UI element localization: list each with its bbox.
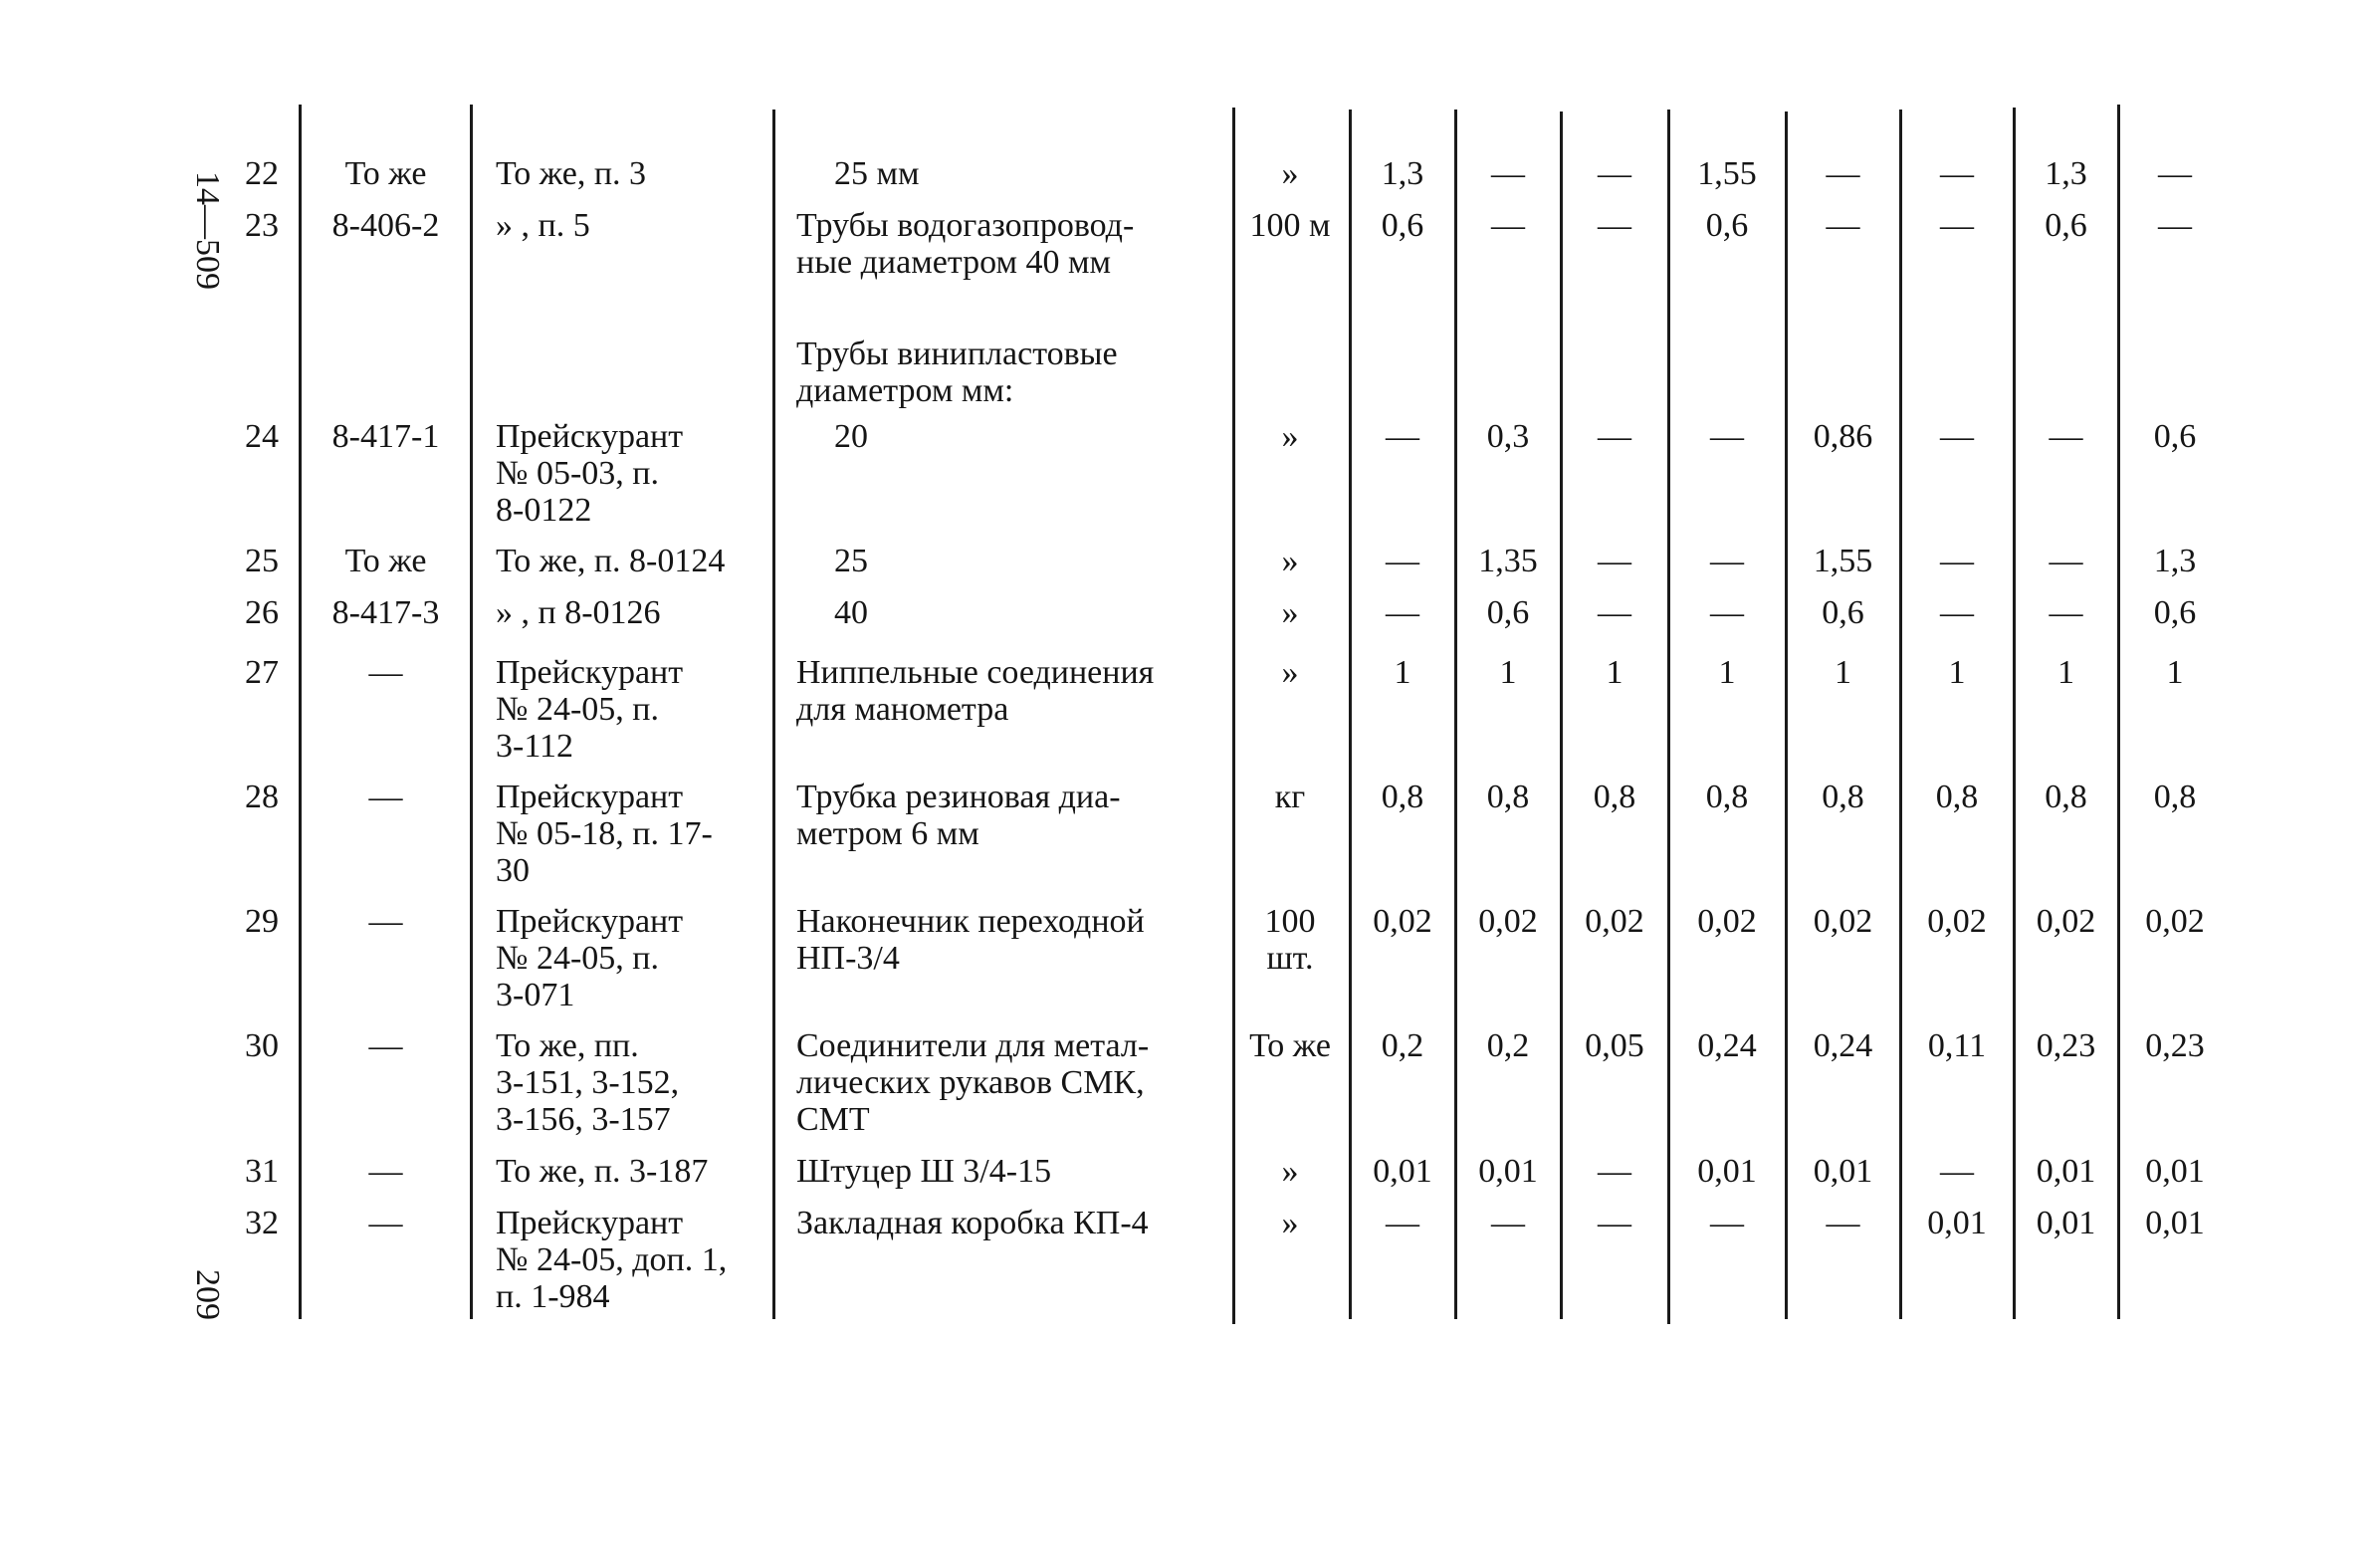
source-reference-line: № 05-03, п. — [496, 455, 659, 492]
unit: » — [1281, 594, 1299, 631]
catalog-code: — — [368, 1205, 403, 1241]
source-reference-line: » , п 8-0126 — [496, 594, 661, 631]
catalog-code: 8-417-3 — [331, 594, 440, 631]
quantity-value: 0,8 — [2153, 779, 2197, 815]
quantity-value: 0,02 — [1813, 903, 1873, 940]
quantity-value: — — [1710, 418, 1744, 455]
source-reference-line: Прейскурант — [496, 1205, 684, 1241]
row-number: 22 — [245, 155, 279, 192]
item-name-line: НП-3/4 — [796, 940, 900, 977]
quantity-value: — — [1710, 1205, 1744, 1241]
source-reference-line: 3-151, 3-152, — [496, 1064, 680, 1101]
item-name-line: Закладная коробка КП-4 — [796, 1205, 1149, 1241]
source-reference-line: То же, пп. — [496, 1027, 639, 1064]
quantity-value: — — [2158, 207, 2192, 244]
quantity-value: 0,8 — [1486, 779, 1530, 815]
quantity-value: — — [1598, 155, 1631, 192]
quantity-value: 0,11 — [1927, 1027, 1987, 1064]
quantity-value: — — [1710, 543, 1744, 579]
item-name-line: метром 6 мм — [796, 815, 979, 852]
source-reference-line: Прейскурант — [496, 779, 684, 815]
column-rule — [1667, 110, 1670, 1324]
column-rule — [1232, 108, 1235, 1324]
quantity-value: 0,01 — [1373, 1153, 1432, 1190]
quantity-value: — — [1491, 207, 1525, 244]
quantity-value: 0,8 — [1593, 779, 1636, 815]
column-rule — [1785, 112, 1788, 1319]
quantity-value: — — [1598, 1153, 1631, 1190]
item-name-line: ные диаметром 40 мм — [796, 244, 1111, 281]
source-reference-line: 30 — [496, 852, 530, 889]
quantity-value: 0,2 — [1486, 1027, 1530, 1064]
row-number: 32 — [245, 1205, 279, 1241]
quantity-value: 1 — [1499, 654, 1517, 691]
quantity-value: 1 — [1718, 654, 1736, 691]
catalog-code: То же — [344, 155, 427, 192]
quantity-value: — — [1940, 594, 1974, 631]
source-reference-line: № 24-05, доп. 1, — [496, 1241, 728, 1278]
column-rule — [772, 110, 775, 1319]
source-reference-line: 3-112 — [496, 728, 574, 765]
source-reference-line: Прейскурант — [496, 903, 684, 940]
quantity-value: — — [1940, 418, 1974, 455]
source-reference-line: То же, п. 8-0124 — [496, 543, 726, 579]
catalog-code: — — [368, 1027, 403, 1064]
quantity-value: 0,23 — [2036, 1027, 2096, 1064]
quantity-value: 1,3 — [1381, 155, 1424, 192]
catalog-code: — — [368, 779, 403, 815]
quantity-value: 0,02 — [1585, 903, 1644, 940]
quantity-value: 1,3 — [2153, 543, 2197, 579]
source-reference-line: Прейскурант — [496, 418, 684, 455]
quantity-value: 0,6 — [2045, 207, 2087, 244]
source-reference-line: № 05-18, п. 17- — [496, 815, 713, 852]
row-number: 23 — [245, 207, 279, 244]
unit: » — [1281, 543, 1299, 579]
quantity-value: 0,05 — [1585, 1027, 1644, 1064]
quantity-value: — — [1598, 1205, 1631, 1241]
unit: 100 м — [1249, 207, 1331, 244]
row-number: 30 — [245, 1027, 279, 1064]
source-reference-line: 3-071 — [496, 977, 575, 1013]
quantity-value: — — [1940, 207, 1974, 244]
quantity-value: 0,01 — [1813, 1153, 1873, 1190]
source-reference-line: 8-0122 — [496, 492, 592, 529]
column-rule — [2117, 105, 2120, 1319]
quantity-value: 0,6 — [2153, 418, 2197, 455]
quantity-value: — — [1598, 418, 1631, 455]
item-name-line: для манометра — [796, 691, 1009, 728]
quantity-value: 0,01 — [1927, 1205, 1987, 1241]
column-rule — [299, 105, 302, 1319]
quantity-value: 0,02 — [1478, 903, 1538, 940]
quantity-value: — — [1940, 543, 1974, 579]
item-name-line: Трубы винипластовые — [796, 336, 1118, 372]
source-reference-line: № 24-05, п. — [496, 691, 659, 728]
quantity-value: 0,01 — [2036, 1205, 2096, 1241]
quantity-value: 1,55 — [1813, 543, 1873, 579]
unit: » — [1281, 1205, 1299, 1241]
quantity-value: — — [2049, 594, 2083, 631]
item-name-line: Наконечник переходной — [796, 903, 1145, 940]
quantity-value: — — [2049, 418, 2083, 455]
quantity-value: 0,6 — [1381, 207, 1424, 244]
source-reference-line: То же, п. 3 — [496, 155, 647, 192]
quantity-value: 0,02 — [2145, 903, 2205, 940]
quantity-value: 0,8 — [1935, 779, 1979, 815]
quantity-value: — — [1386, 594, 1419, 631]
quantity-value: — — [1826, 1205, 1860, 1241]
document-code: 14—509 — [189, 171, 226, 290]
quantity-value: — — [1386, 543, 1419, 579]
unit: шт. — [1266, 940, 1314, 977]
quantity-value: 0,01 — [2145, 1153, 2205, 1190]
item-name-line: лических рукавов СМК, — [796, 1064, 1145, 1101]
source-reference-line: » , п. 5 — [496, 207, 590, 244]
quantity-value: 0,01 — [1697, 1153, 1757, 1190]
item-name-line: Штуцер Ш 3/4-15 — [796, 1153, 1052, 1190]
quantity-value: — — [1491, 1205, 1525, 1241]
column-rule — [1349, 110, 1352, 1319]
item-name-line: Трубы водогазопровод- — [796, 207, 1135, 244]
quantity-value: — — [1826, 207, 1860, 244]
source-reference-line: 3-156, 3-157 — [496, 1101, 671, 1138]
item-name-line: 20 — [834, 418, 868, 455]
column-rule — [2013, 108, 2016, 1319]
quantity-value: 1,3 — [2045, 155, 2087, 192]
source-reference-line: № 24-05, п. — [496, 940, 659, 977]
item-name-line: Трубка резиновая диа- — [796, 779, 1121, 815]
quantity-value: 0,6 — [2153, 594, 2197, 631]
item-name-line: 25 — [834, 543, 868, 579]
quantity-value: 0,01 — [2145, 1205, 2205, 1241]
quantity-value: — — [1598, 543, 1631, 579]
catalog-code: 8-417-1 — [331, 418, 440, 455]
row-number: 25 — [245, 543, 279, 579]
quantity-value: 0,6 — [1822, 594, 1864, 631]
catalog-code: 8-406-2 — [331, 207, 440, 244]
quantity-value: 0,8 — [2045, 779, 2087, 815]
quantity-value: — — [1598, 594, 1631, 631]
row-number: 24 — [245, 418, 279, 455]
row-number: 27 — [245, 654, 279, 691]
quantity-value: 1 — [1948, 654, 1966, 691]
quantity-value: 0,24 — [1697, 1027, 1757, 1064]
item-name-line: 25 мм — [834, 155, 920, 192]
quantity-value: 0,02 — [1927, 903, 1987, 940]
catalog-code: — — [368, 1153, 403, 1190]
quantity-value: — — [2158, 155, 2192, 192]
row-number: 29 — [245, 903, 279, 940]
quantity-value: — — [1386, 1205, 1419, 1241]
quantity-value: — — [1940, 1153, 1974, 1190]
unit: » — [1281, 155, 1299, 192]
source-reference-line: п. 1-984 — [496, 1278, 610, 1315]
quantity-value: — — [1598, 207, 1631, 244]
unit: » — [1281, 654, 1299, 691]
catalog-code: — — [368, 903, 403, 940]
quantity-value: 1 — [2166, 654, 2184, 691]
quantity-value: 0,8 — [1705, 779, 1749, 815]
column-rule — [1454, 110, 1457, 1319]
unit: кг — [1274, 779, 1306, 815]
quantity-value: 0,8 — [1381, 779, 1424, 815]
quantity-value: 0,02 — [2036, 903, 2096, 940]
quantity-value: 0,02 — [1373, 903, 1432, 940]
item-name-line: Ниппельные соединения — [796, 654, 1155, 691]
quantity-value: — — [1386, 418, 1419, 455]
quantity-value: 1 — [1835, 654, 1851, 691]
column-rule — [1899, 110, 1902, 1319]
column-rule — [470, 105, 473, 1319]
quantity-value: 0,01 — [1478, 1153, 1538, 1190]
quantity-value: — — [2049, 543, 2083, 579]
quantity-value: 0,2 — [1381, 1027, 1424, 1064]
quantity-value: 0,3 — [1486, 418, 1530, 455]
unit: » — [1281, 418, 1299, 455]
quantity-value: — — [1826, 155, 1860, 192]
quantity-value: 0,01 — [2036, 1153, 2096, 1190]
column-rule — [1560, 112, 1563, 1319]
row-number: 28 — [245, 779, 279, 815]
quantity-value: 1,55 — [1697, 155, 1757, 192]
page-number: 209 — [189, 1269, 226, 1320]
quantity-value: 0,24 — [1813, 1027, 1873, 1064]
quantity-value: — — [1491, 155, 1525, 192]
item-name-line: диаметром мм: — [796, 372, 1014, 409]
quantity-value: 1 — [2057, 654, 2074, 691]
item-name-line: СМТ — [796, 1101, 870, 1138]
quantity-value: 0,6 — [1705, 207, 1749, 244]
item-name-line: Соединители для метал- — [796, 1027, 1150, 1064]
row-number: 31 — [245, 1153, 279, 1190]
catalog-code: То же — [344, 543, 427, 579]
unit: 100 — [1264, 903, 1316, 940]
unit: То же — [1249, 1027, 1331, 1064]
quantity-value: — — [1940, 155, 1974, 192]
quantity-value: 1 — [1394, 654, 1411, 691]
quantity-value: — — [1710, 594, 1744, 631]
quantity-value: 0,86 — [1813, 418, 1873, 455]
item-name-line: 40 — [834, 594, 868, 631]
quantity-value: 0,6 — [1486, 594, 1530, 631]
unit: » — [1281, 1153, 1299, 1190]
source-reference-line: Прейскурант — [496, 654, 684, 691]
quantity-value: 0,02 — [1697, 903, 1757, 940]
source-reference-line: То же, п. 3-187 — [496, 1153, 709, 1190]
quantity-value: 1,35 — [1478, 543, 1538, 579]
catalog-code: — — [368, 654, 403, 691]
quantity-value: 0,23 — [2145, 1027, 2205, 1064]
row-number: 26 — [245, 594, 279, 631]
quantity-value: 0,8 — [1822, 779, 1864, 815]
quantity-value: 1 — [1606, 654, 1623, 691]
